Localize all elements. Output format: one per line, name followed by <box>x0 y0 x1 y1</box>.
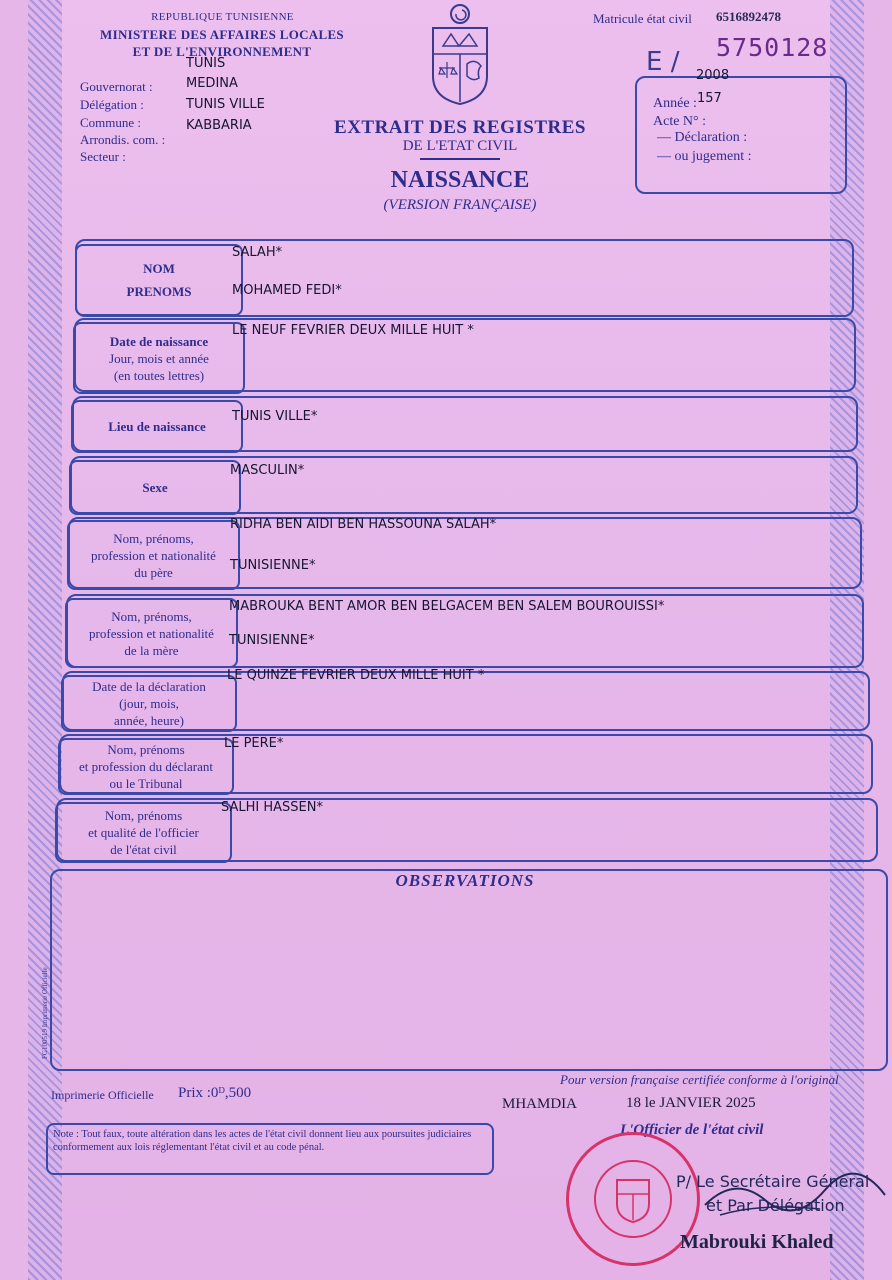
pere-label-1: Nom, prénoms, <box>113 530 194 546</box>
pere-value-2: TUNISIENNE* <box>230 558 316 573</box>
declarant-value: LE PERE* <box>224 736 284 751</box>
imprimerie-label: Imprimerie Officielle <box>51 1088 154 1102</box>
sexe-value: MASCULIN* <box>230 463 305 478</box>
mere-label-2: profession et nationalité <box>89 625 214 641</box>
tunis-value: TUNIS <box>186 56 226 71</box>
declarant-label-3: ou le Tribunal <box>109 776 183 791</box>
officier-value: SALHI HASSEN* <box>221 800 323 815</box>
serial-prefix: E / <box>646 47 680 77</box>
note-text: Note : Tout faux, toute altération dans les actes de l'état civil donnent lieu aux poursuites judiciaires conformement aux lois réglementant l'état civil et au code pénal. <box>53 1129 472 1153</box>
observations-box <box>50 869 888 1071</box>
coat-of-arms-emblem <box>425 2 495 106</box>
sexe-label-cell <box>69 460 241 515</box>
ministry-line-2: ET DE L'ENVIRONNEMENT <box>132 44 312 59</box>
title-main: NAISSANCE <box>390 167 530 193</box>
prenoms-value: MOHAMED FEDI* <box>232 283 342 298</box>
side-print-code: FG100519 Imprimerie Officielle <box>41 967 49 1059</box>
arrondis-label: Arrondis. com. : <box>80 132 166 147</box>
decl-label-2: (jour, mois, <box>119 696 179 711</box>
date-label-1: Date de naissance <box>109 333 209 349</box>
date-signed-value: 18 le JANVIER 2025 <box>626 1095 756 1111</box>
nom-label: NOM <box>143 261 175 276</box>
jugement-label: — ou jugement : <box>657 149 752 164</box>
annee-value: 2008 <box>696 68 730 83</box>
acte-value: 157 <box>697 91 722 106</box>
nom-prenoms-label-cell <box>75 244 243 316</box>
delegation-value: TUNIS VILLE <box>186 97 265 112</box>
decl-label-1: Date de la déclaration <box>92 679 206 694</box>
matricule-value: 6516892478 <box>716 9 781 24</box>
declarant-label-2: et profession du déclarant <box>79 759 213 774</box>
prix-label: Prix :0ᴰ,500 <box>178 1085 252 1101</box>
mere-label-1: Nom, prénoms, <box>111 608 192 624</box>
matricule-label: Matricule état civil <box>593 11 692 26</box>
sexe-label: Sexe <box>142 480 168 495</box>
officier-label-1: Nom, prénoms <box>104 808 183 823</box>
date-label-2: Jour, mois et année <box>109 350 209 366</box>
stamp-inner-emblem <box>594 1160 672 1238</box>
lieu-label: Lieu de naissance <box>108 419 206 434</box>
signer-name: Mabrouki Khaled <box>680 1231 834 1253</box>
declaration-label: — Déclaration : <box>657 130 748 145</box>
date-value: LE NEUF FEVRIER DEUX MILLE HUIT * <box>232 323 474 338</box>
commune-value: KABBARIA <box>186 118 252 133</box>
observations-label: OBSERVATIONS <box>395 871 535 890</box>
prenoms-label: PRENOMS <box>126 284 192 299</box>
stamp-emblem-icon <box>613 1174 653 1224</box>
secteur-label: Secteur : <box>80 149 126 164</box>
declaration-label-cell <box>61 675 237 732</box>
pere-label-cell <box>67 520 240 590</box>
place-value: MHAMDIA <box>502 1096 577 1112</box>
handwritten-signature <box>700 1165 890 1225</box>
delegation-label: Délégation : <box>80 97 144 112</box>
lieu-label-cell <box>71 400 243 453</box>
signature-line-2: et Par Délégation <box>706 1196 845 1215</box>
annee-label: Année : <box>653 96 697 111</box>
signature-line-1: P/ Le Secrétaire Général <box>676 1172 870 1191</box>
officier-label-cell <box>55 802 232 863</box>
title-underline <box>420 158 500 160</box>
title-version: (VERSION FRANÇAISE) <box>383 197 537 213</box>
officier-label-2: et qualité de l'officier <box>88 825 199 840</box>
mere-value-2: TUNISIENNE* <box>229 633 315 648</box>
commune-label: Commune : <box>80 115 142 130</box>
pere-label-3: du père <box>134 564 173 580</box>
title-line-2: DE L'ETAT CIVIL <box>402 138 518 154</box>
officier-label-3: de l'état civil <box>110 842 177 857</box>
serial-number: 5750128 <box>716 33 829 62</box>
nom-value: SALAH* <box>232 245 283 260</box>
declarant-label-cell <box>58 738 234 795</box>
pere-value-1: RIDHA BEN AIDI BEN HASSOUNA SALAH* <box>230 517 497 532</box>
mere-value-1: MABROUKA BENT AMOR BEN BELGACEM BEN SALEM BOUROUISSI* <box>229 599 665 614</box>
gouvernorat-label: Gouvernorat : <box>80 79 153 94</box>
declarant-label-1: Nom, prénoms <box>107 742 185 757</box>
date-label-cell <box>73 322 245 394</box>
republic-label: REPUBLIQUE TUNISIENNE <box>151 11 294 23</box>
date-label-3: (en toutes lettres) <box>113 367 205 383</box>
certified-label: Pour version française certifiée conforme à l'original <box>560 1072 839 1087</box>
decl-label-3: année, heure) <box>113 713 184 728</box>
title-line-1: EXTRAIT DES REGISTRES <box>334 117 586 138</box>
declaration-value: LE QUINZE FEVRIER DEUX MILLE HUIT * <box>227 668 485 683</box>
officer-title: L'Officier de l'état civil <box>620 1122 764 1138</box>
lieu-value: TUNIS VILLE* <box>232 409 318 424</box>
ministry-line-1: MINISTERE DES AFFAIRES LOCALES <box>100 27 344 42</box>
mere-label-cell <box>65 598 238 668</box>
mere-label-3: de la mère <box>124 642 179 658</box>
acte-label: Acte N° : <box>653 114 707 129</box>
gouvernorat-value: MEDINA <box>186 76 238 91</box>
pere-label-2: profession et nationalité <box>91 547 216 563</box>
